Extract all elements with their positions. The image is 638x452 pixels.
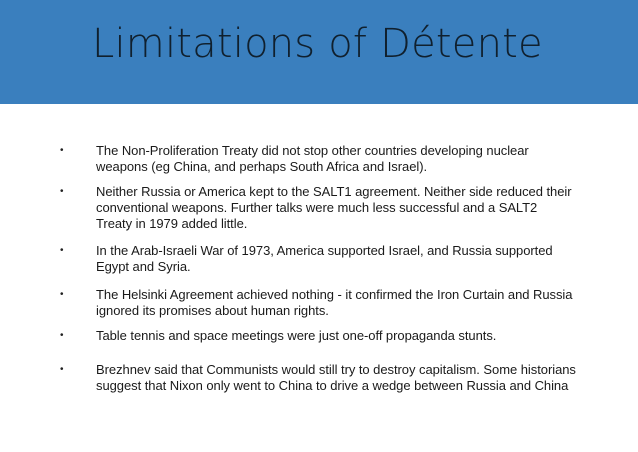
bullet-dot-icon: • xyxy=(60,186,64,197)
slide-title: Limitations of Détente xyxy=(92,21,543,67)
bullet-dot-icon: • xyxy=(60,289,64,300)
bullet-dot-icon: • xyxy=(60,145,64,156)
bullet-line: The Helsinki Agreement achieved nothing - it confirmed the Iron Curtain and Russia xyxy=(96,287,573,302)
bullet-text xyxy=(96,362,608,394)
bullet-line: weapons (eg China, and perhaps South Africa and Israel). xyxy=(96,159,428,174)
bullet-text xyxy=(96,243,608,275)
bullet-line: Neither Russia or America kept to the SALT1 agreement. Neither side reduced their xyxy=(96,184,572,199)
bullet-dot-icon: • xyxy=(60,245,64,256)
bullet-line: The Non-Proliferation Treaty did not stop other countries developing nuclear xyxy=(96,143,529,158)
bullet-text xyxy=(96,328,608,344)
bullet-text xyxy=(96,184,608,232)
bullet-line: conventional weapons. Further talks were much less successful and a SALT2 xyxy=(96,200,538,215)
bullet-line: suggest that Nixon only went to China to drive a wedge between Russia and China xyxy=(96,378,569,393)
bullet-line: Brezhnev said that Communists would still try to destroy capitalism. Some historians xyxy=(96,362,576,377)
bullet-dot-icon: • xyxy=(60,364,64,375)
bullet-line: Treaty in 1979 added little. xyxy=(96,216,248,231)
bullet-text xyxy=(96,143,608,175)
bullet-line: Egypt and Syria. xyxy=(96,259,191,274)
bullet-text xyxy=(96,287,608,319)
bullet-line: ignored its promises about human rights. xyxy=(96,303,329,318)
bullet-line: Table tennis and space meetings were just one-off propaganda stunts. xyxy=(96,328,497,343)
bullet-dot-icon: • xyxy=(60,330,64,341)
bullet-line: In the Arab-Israeli War of 1973, America supported Israel, and Russia supported xyxy=(96,243,553,258)
